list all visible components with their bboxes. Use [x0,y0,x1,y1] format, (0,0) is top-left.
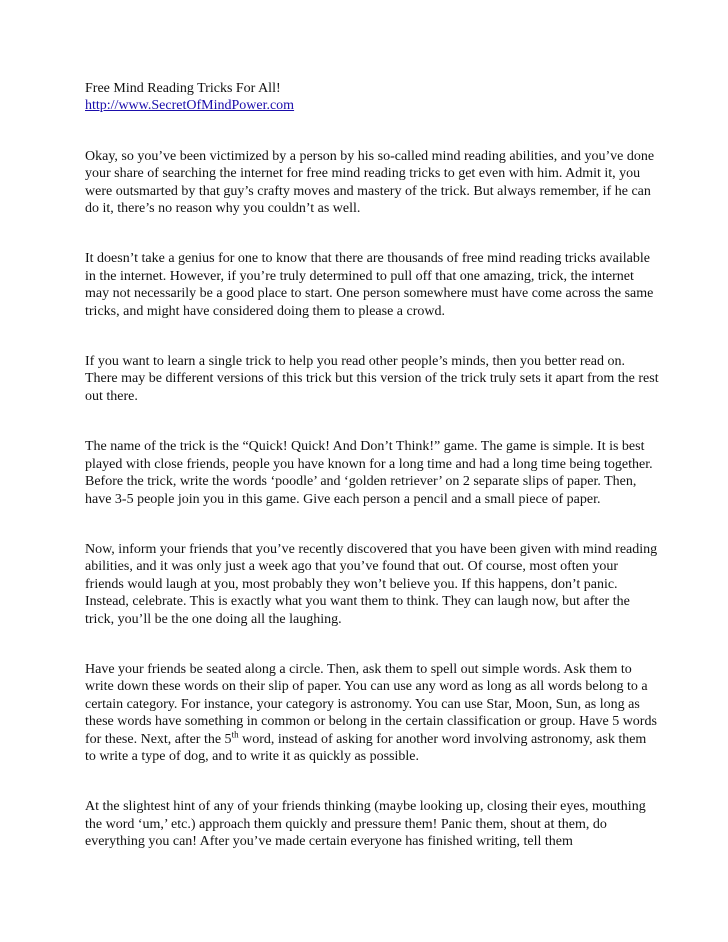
paragraph-6-part-1: Have your friends be seated along a circle. Then, ask them to spell out simple words. Ask them to write down these words on their slip of paper. You can use any word as long as all words belong to a certain category. For instance, your category is astronomy. You can use Star, Moon, Sun, as long as these words have something in common or belong in the certain classification or group. Have 5 words for these. Next, after the 5 [85,661,657,747]
paragraph-1: Okay, so you’ve been victimized by a person by his so-called mind reading abilities, and you’ve done your share of searching the internet for free mind reading tricks to get even with him. Admit it, you were outsmarted by that guy’s crafty moves and mastery of the trick. But always remember, if he can do it, there’s no reason why you couldn’t as well. [85,148,655,217]
document-page [85,80,660,851]
spacer [85,508,660,541]
spacer [85,320,660,353]
ordinal-suffix: th [231,728,239,739]
paragraph-7: At the slightest hint of any of your friends thinking (maybe looking up, closing their eyes, mouthing the word ‘um,’ etc.) approach them quickly and pressure them! Panic them, shout at them, do everything you can! After you’ve made certain everyone has finished writing, tell them [85,799,646,850]
paragraph-5: Now, inform your friends that you’ve recently discovered that you have been given with mind reading abilities, and it was only just a week ago that you’ve found that out. Of course, most often your friends would laugh at you, most probably they won’t believe you. If this happens, don’t panic. Instead, celebrate. This is exactly what you want them to think. They can laugh now, but after the trick, you’ll be the one doing all the laughing. [85,541,658,627]
website-link[interactable]: http://www.SecretOfMindPower.com [85,98,295,114]
paragraph-2: It doesn’t take a genius for one to know that there are thousands of free mind reading tricks available in the internet. However, if you’re truly determined to pull off that one amazing, trick, the internet may not necessarily be a good place to start. One person somewhere must have come across the same tricks, and might have considered doing them to please a crowd. [85,251,654,319]
paragraph-3: If you want to learn a single trick to help you read other people’s minds, then you better read on. There may be different versions of this trick but this version of the trick truly sets it apart from the rest out there. [85,354,659,404]
document-title: Free Mind Reading Tricks For All! [85,81,281,96]
spacer [85,405,660,438]
spacer [85,628,660,661]
paragraph-6-part-2: word, instead of asking for another word involving astronomy, ask them to write a type of dog, and to write it as quickly as possible. [85,731,647,764]
spacer [85,217,660,250]
spacer [85,115,660,148]
paragraph-6 [85,661,660,765]
paragraph-4: The name of the trick is the “Quick! Quick! And Don’t Think!” game. The game is simple. It is best played with close friends, people you have known for a long time and had a long time being together. Before the trick, write the words ‘poodle’ and ‘golden retriever’ on 2 separate slips of paper. Then, have 3-5 people join you in this game. Give each person a pencil and a small piece of paper. [85,439,653,507]
spacer [85,765,660,798]
